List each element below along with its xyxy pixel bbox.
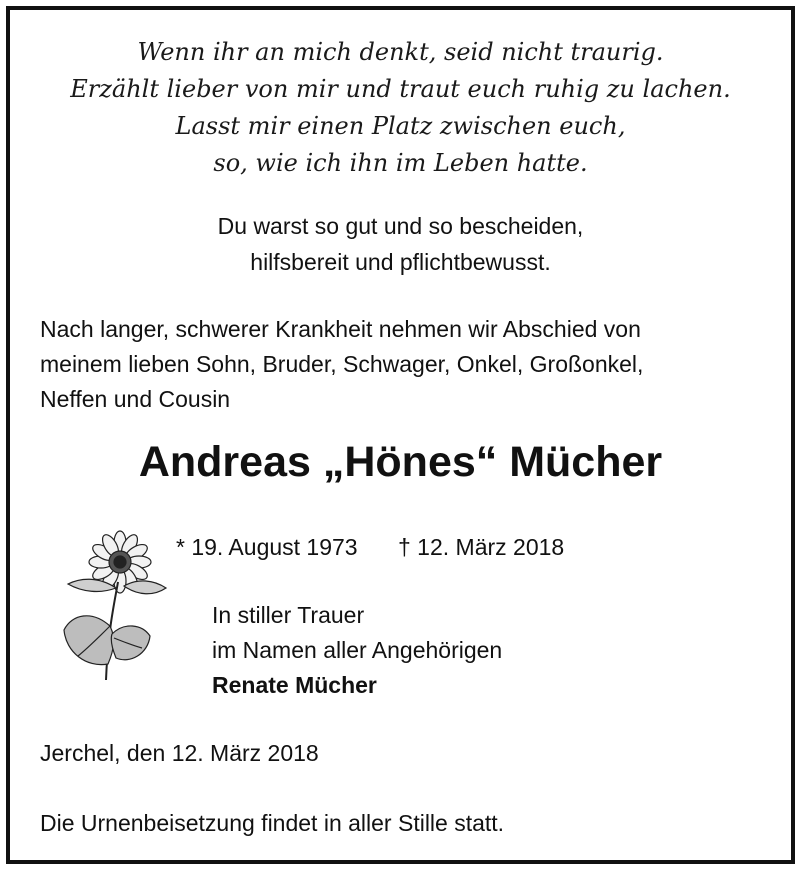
poem-line: Wenn ihr an mich denkt, seid nicht traurig. <box>137 38 664 66</box>
life-dates <box>176 530 564 564</box>
mourners-block <box>212 598 502 703</box>
verse-line: Du warst so gut und so bescheiden, <box>217 213 584 239</box>
verse-line: hilfsbereit und pflichtbewusst. <box>250 249 551 275</box>
signer-name: Renate Mücher <box>212 672 377 698</box>
poem <box>10 34 791 182</box>
poem-line: so, wie ich ihn im Leben hatte. <box>213 149 588 177</box>
intro-line: Nach langer, schwerer Krankheit nehmen wir Abschied von <box>40 316 641 342</box>
obituary-notice <box>6 6 795 864</box>
mourning-line: im Namen aller Angehörigen <box>212 637 503 663</box>
funeral-note: Die Urnenbeisetzung findet in aller Stille statt. <box>40 810 505 836</box>
farewell-intro <box>40 312 780 417</box>
intro-line: meinem lieben Sohn, Bruder, Schwager, Onkel, Großonkel, <box>40 351 644 377</box>
intro-line: Neffen und Cousin <box>40 386 231 412</box>
place-date: Jerchel, den 12. März 2018 <box>40 740 319 766</box>
mourning-line: In stiller Trauer <box>212 602 365 628</box>
birth-date: * 19. August 1973 <box>176 534 358 560</box>
sunflower-icon <box>58 530 170 682</box>
verse <box>10 208 791 280</box>
death-date: † 12. März 2018 <box>398 534 565 560</box>
poem-line: Erzählt lieber von mir und traut euch ruhig zu lachen. <box>70 75 731 103</box>
deceased-name: Andreas „Hönes“ Mücher <box>138 438 663 486</box>
poem-line: Lasst mir einen Platz zwischen euch, <box>175 112 626 140</box>
